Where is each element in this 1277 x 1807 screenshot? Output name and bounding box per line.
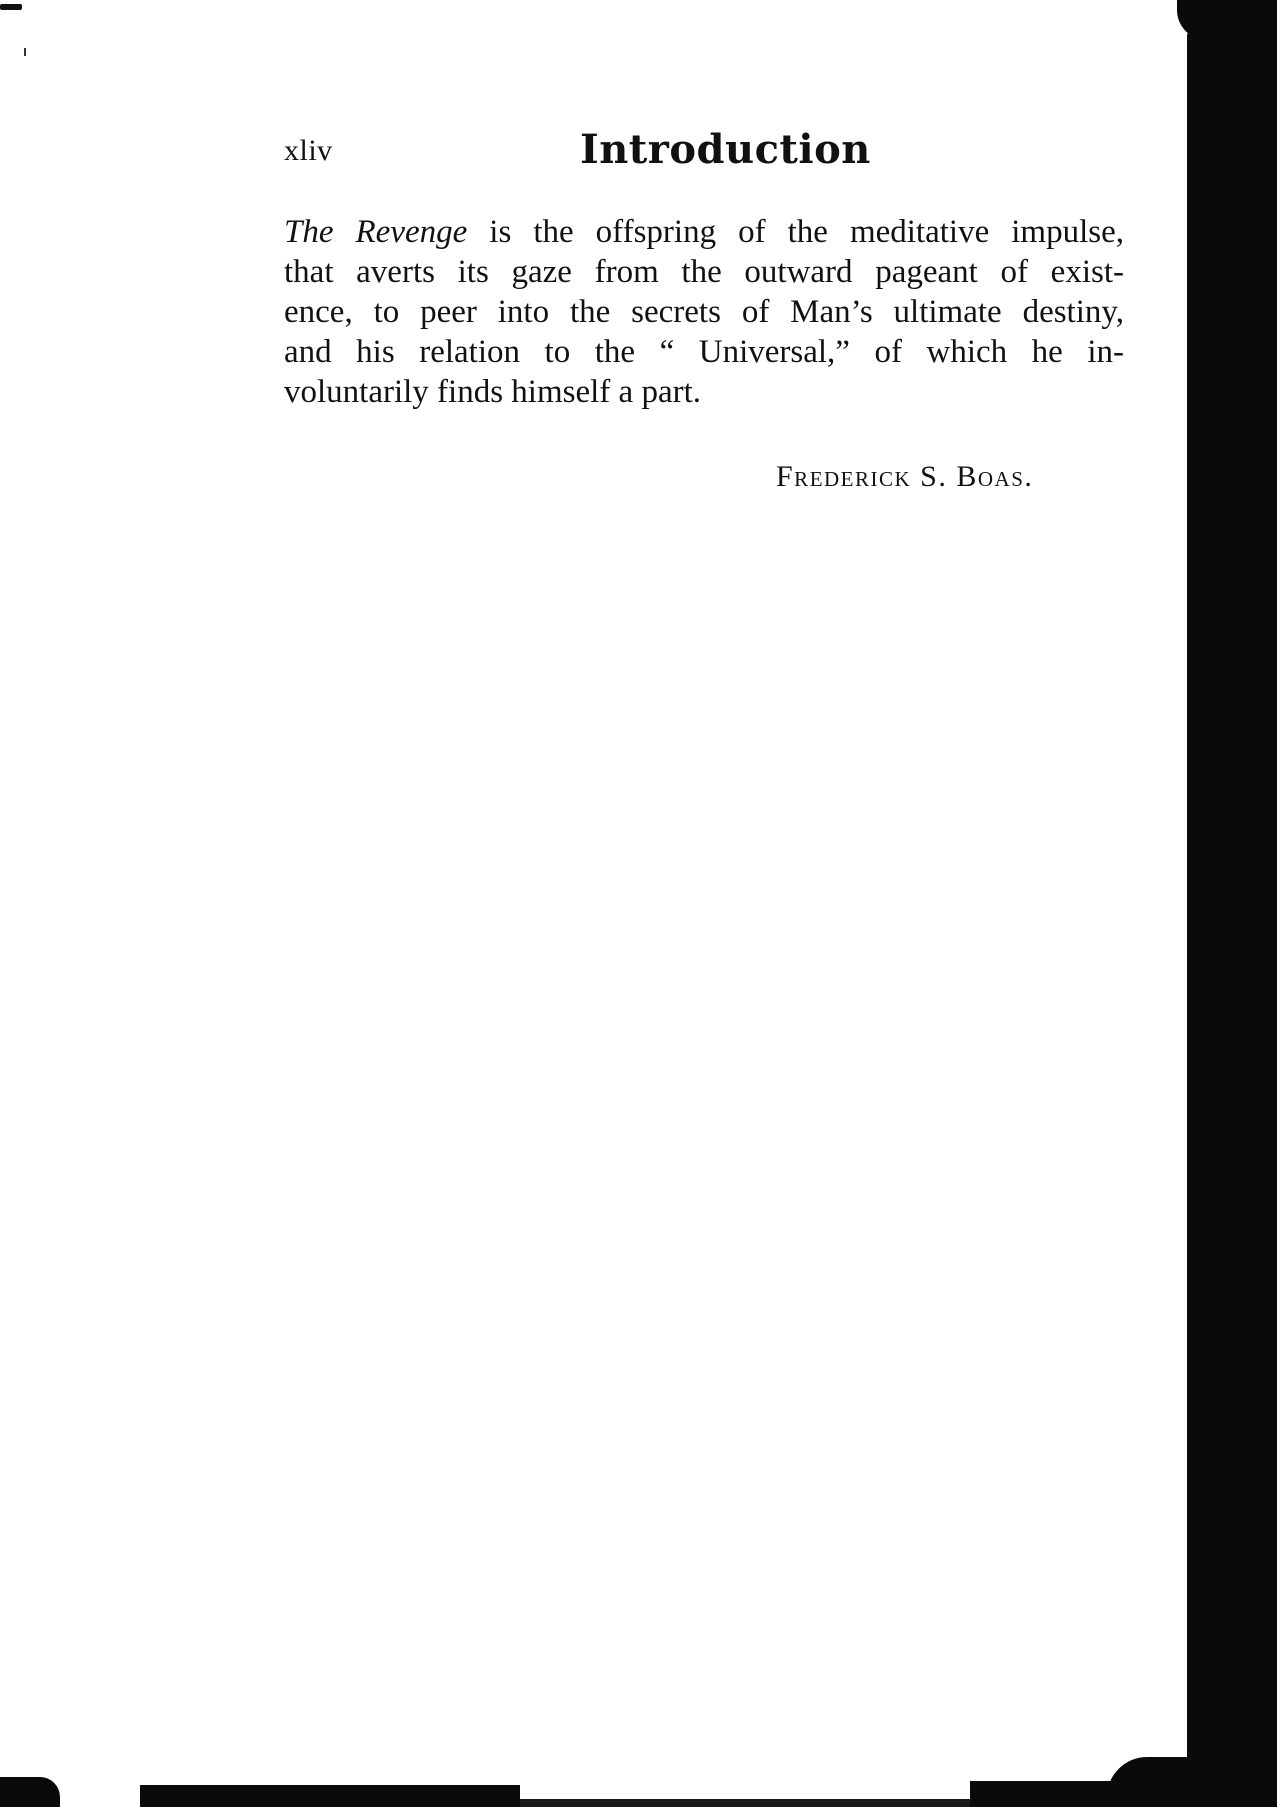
running-title: Introduction [580, 126, 871, 173]
text-line: ence, to peer into the secrets of Man’s ultimate destiny, [284, 294, 1124, 330]
scan-mark [24, 48, 26, 56]
body-paragraph [284, 212, 1124, 412]
scan-mark [0, 4, 22, 10]
scan-edge-bottom-right [1107, 1757, 1217, 1807]
text-line-rest: is the offspring of the meditative impulse, [467, 214, 1124, 250]
author-signature: Frederick S. Boas. [776, 460, 1034, 493]
text-line: and his relation to the “ Universal,” of which he in- [284, 334, 1124, 370]
scan-edge-right-inner [1187, 30, 1199, 1770]
scan-edge-bottom [970, 1781, 1120, 1807]
page-header [284, 128, 1124, 188]
scan-edge-bottom [140, 1785, 520, 1807]
text-line: voluntarily finds himself a part. [284, 374, 701, 410]
text-line: that averts its gaze from the outward pageant of exist- [284, 254, 1124, 290]
work-title: The Revenge [284, 214, 468, 250]
page-number: xliv [284, 134, 333, 167]
scan-edge-bottom [520, 1799, 970, 1807]
scan-binding-edge [1199, 0, 1277, 1807]
scan-edge-bottom-left [0, 1777, 60, 1807]
text-line [284, 212, 1124, 252]
